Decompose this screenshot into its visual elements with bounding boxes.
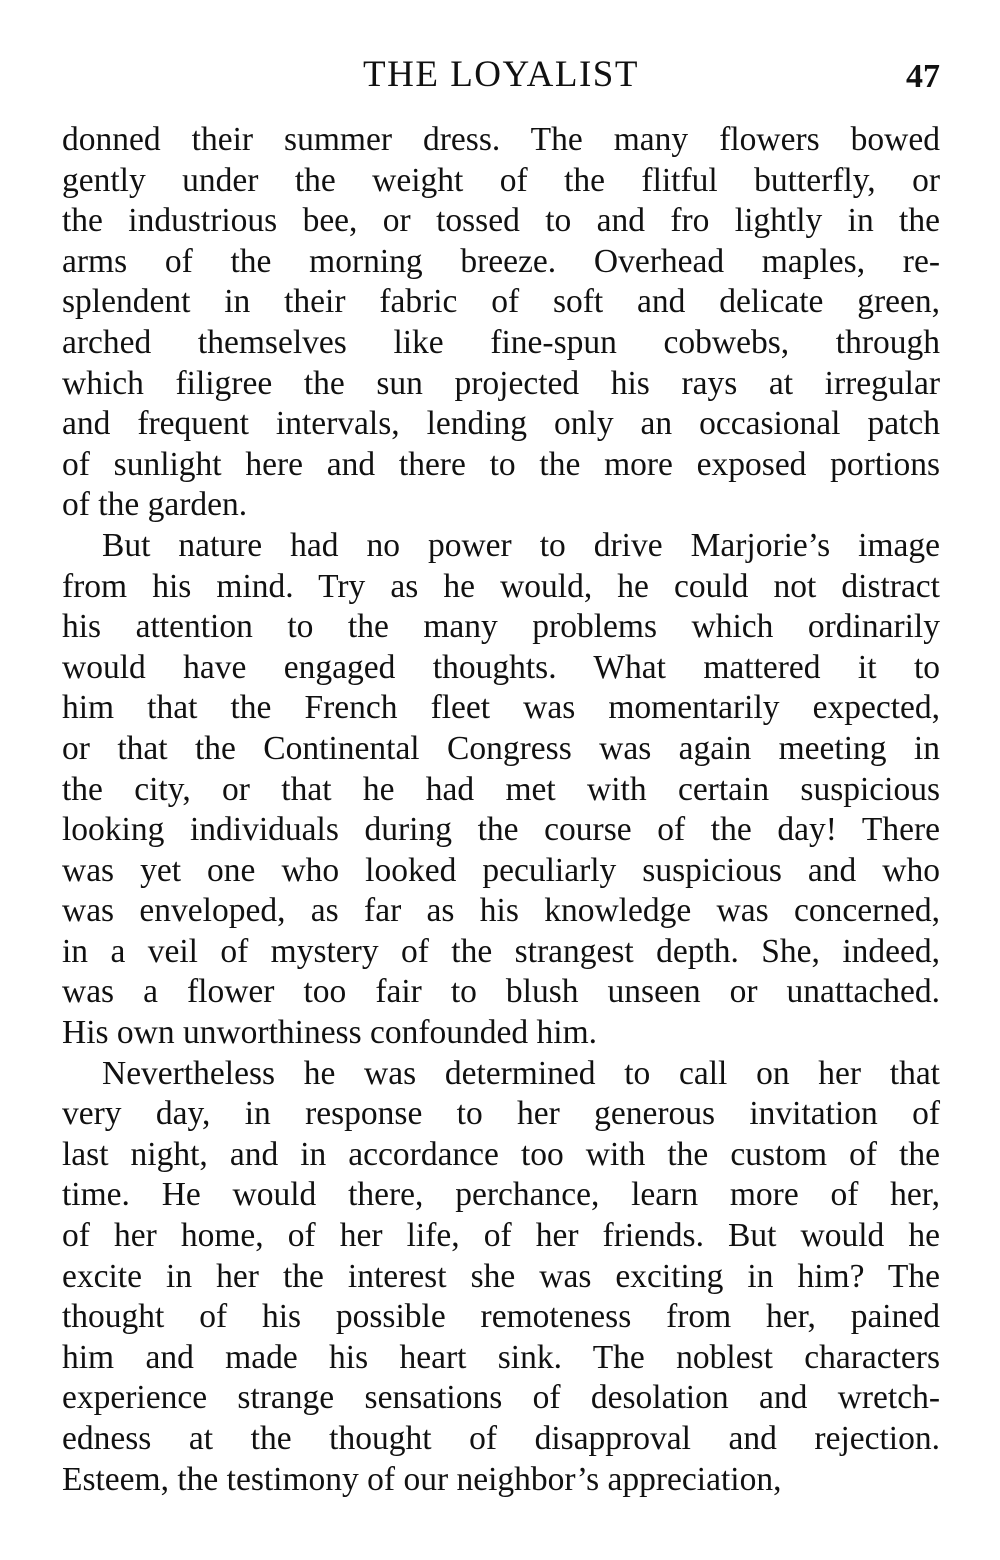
- text-line: was yet one who looked peculiarly suspicious and who: [62, 851, 940, 889]
- paragraph: [62, 1054, 940, 1501]
- text-line: was enveloped, as far as his knowledge was concerned,: [62, 892, 940, 930]
- text-line: excite in her the interest she was exciting in him? The: [62, 1257, 940, 1295]
- text-line: splendent in their fabric of soft and delicate green,: [62, 283, 940, 321]
- text-line: thought of his possible remoteness from her, pained: [62, 1298, 940, 1336]
- paragraph: [62, 526, 940, 1054]
- text-line: the industrious bee, or tossed to and fro lightly in the: [62, 202, 940, 240]
- text-line: arched themselves like fine-spun cobwebs, through: [62, 323, 940, 361]
- text-line: him that the French fleet was momentarily expected,: [62, 689, 940, 727]
- text-line: of her home, of her life, of her friends. But would he: [62, 1217, 940, 1255]
- text-line: last night, and in accordance too with the custom of the: [62, 1135, 940, 1173]
- text-line: His own unworthiness confounded him.: [62, 1014, 598, 1052]
- text-line: Esteem, the testimony of our neighbor’s appreciation,: [62, 1460, 782, 1498]
- running-title: THE LOYALIST: [363, 54, 639, 95]
- text-line: him and made his heart sink. The noblest characters: [62, 1338, 940, 1376]
- text-line: time. He would there, perchance, learn more of her,: [62, 1176, 940, 1214]
- text-line: or that the Continental Congress was again meeting in: [62, 729, 940, 767]
- text-line: from his mind. Try as he would, he could not distract: [62, 567, 940, 605]
- text-line: which filigree the sun projected his rays at irregular: [62, 364, 940, 402]
- text-line: experience strange sensations of desolation and wretch-: [62, 1379, 940, 1417]
- paragraph: [62, 120, 940, 526]
- text-line: But nature had no power to drive Marjorie’s image: [102, 526, 940, 564]
- text-line: looking individuals during the course of the day! There: [62, 811, 940, 849]
- text-line: would have engaged thoughts. What mattered it to: [62, 648, 940, 686]
- text-line: and frequent intervals, lending only an occasional patch: [62, 405, 940, 443]
- text-line: of sunlight here and there to the more exposed portions: [62, 445, 940, 483]
- body-text: [62, 120, 940, 1500]
- text-line: Nevertheless he was determined to call on her that: [102, 1054, 940, 1092]
- text-line: was a flower too fair to blush unseen or unattached.: [62, 973, 940, 1011]
- text-line: gently under the weight of the flitful butterfly, or: [62, 161, 940, 199]
- running-head: [62, 52, 940, 98]
- text-line: of the garden.: [62, 486, 248, 524]
- text-line: edness at the thought of disapproval and rejection.: [62, 1420, 940, 1457]
- text-line: his attention to the many problems which ordinarily: [62, 608, 940, 646]
- text-line: in a veil of mystery of the strangest depth. She, indeed,: [62, 932, 940, 970]
- text-line: the city, or that he had met with certain suspicious: [62, 770, 940, 808]
- text-line: very day, in response to her generous invitation of: [62, 1095, 940, 1133]
- text-line: donned their summer dress. The many flowers bowed: [62, 121, 940, 158]
- page-number: 47: [906, 58, 940, 95]
- text-line: arms of the morning breeze. Overhead maples, re-: [62, 242, 940, 280]
